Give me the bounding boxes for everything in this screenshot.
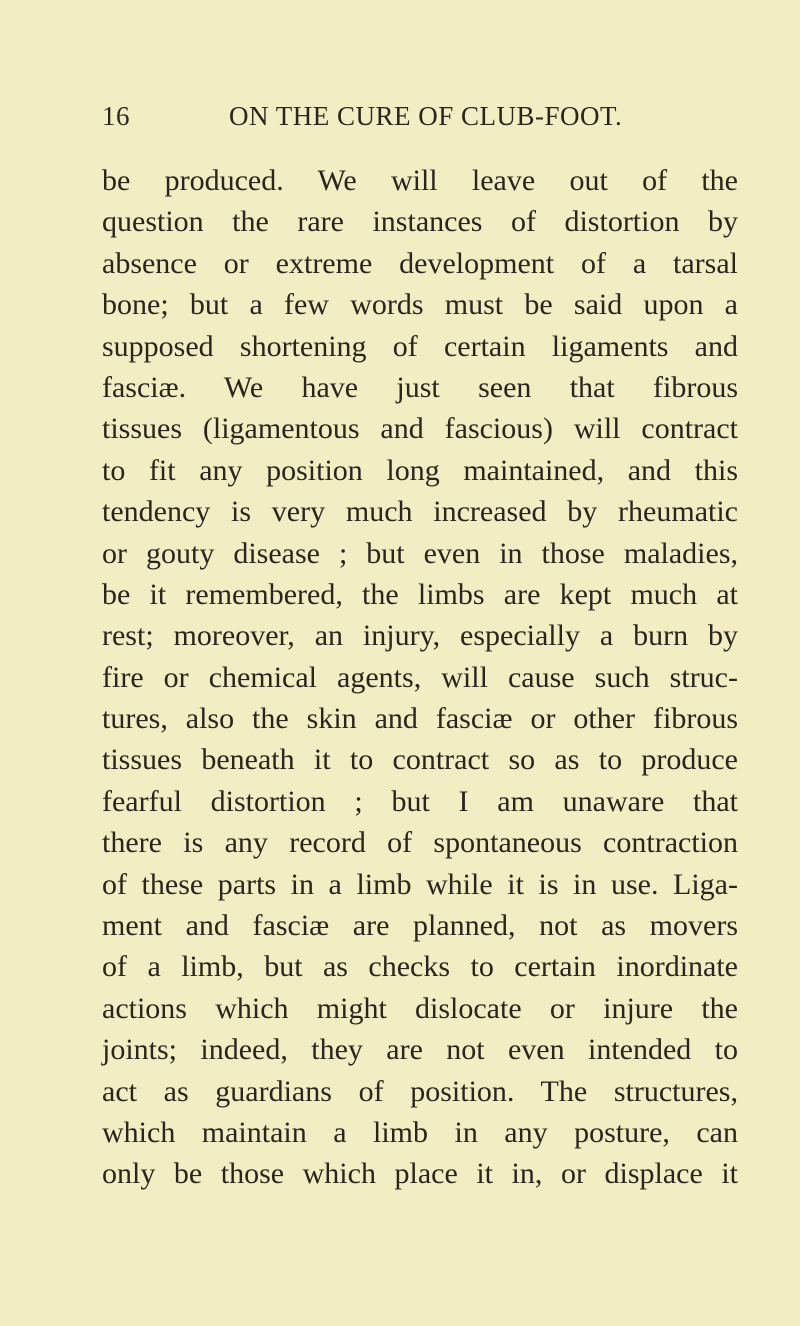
text-line: tures, also the skin and fasciæ or other fibrous [102, 702, 738, 736]
text-line: bone; but a few words must be said upon a [102, 288, 738, 322]
text-line: tendency is very much increased by rheumatic [102, 495, 738, 529]
body-text [102, 160, 738, 1195]
text-line: tissues beneath it to contract so as to produce [102, 743, 738, 777]
running-title: ON THE CURE OF CLUB-FOOT. [229, 101, 623, 131]
text-line: be produced. We will leave out of the [102, 164, 738, 197]
text-line: question the rare instances of distortion by [102, 205, 738, 239]
text-line: actions which might dislocate or injure the [102, 991, 738, 1025]
text-line: ment and fasciæ are planned, not as movers [102, 909, 738, 943]
text-line: fasciæ. We have just seen that fibrous [102, 370, 738, 404]
text-line: of these parts in a limb while it is in use. Liga- [102, 867, 738, 901]
text-line: there is any record of spontaneous contraction [102, 826, 738, 860]
text-line: absence or extreme development of a tarsal [102, 246, 738, 280]
text-line: joints; indeed, they are not even intended to [102, 1033, 738, 1067]
text-line: or gouty disease ; but even in those maladies, [102, 536, 738, 570]
text-line: only be those which place it in, or displace it [102, 1157, 738, 1191]
text-line: act as guardians of position. The structures, [102, 1074, 738, 1108]
text-line: supposed shortening of certain ligaments and [102, 329, 738, 363]
text-line: to fit any position long maintained, and this [102, 453, 738, 487]
text-line: rest; moreover, an injury, especially a burn by [102, 619, 738, 653]
text-line: tissues (ligamentous and fascious) will contract [102, 412, 738, 446]
text-line: be it remembered, the limbs are kept much at [102, 577, 738, 611]
running-head [102, 96, 738, 136]
page-number: 16 [102, 101, 130, 131]
text-line: of a limb, but as checks to certain inordinate [102, 950, 738, 984]
text-line: fearful distortion ; but I am unaware that [102, 784, 738, 818]
text-line: which maintain a limb in any posture, can [102, 1115, 738, 1149]
text-line: fire or chemical agents, will cause such struc- [102, 660, 738, 694]
